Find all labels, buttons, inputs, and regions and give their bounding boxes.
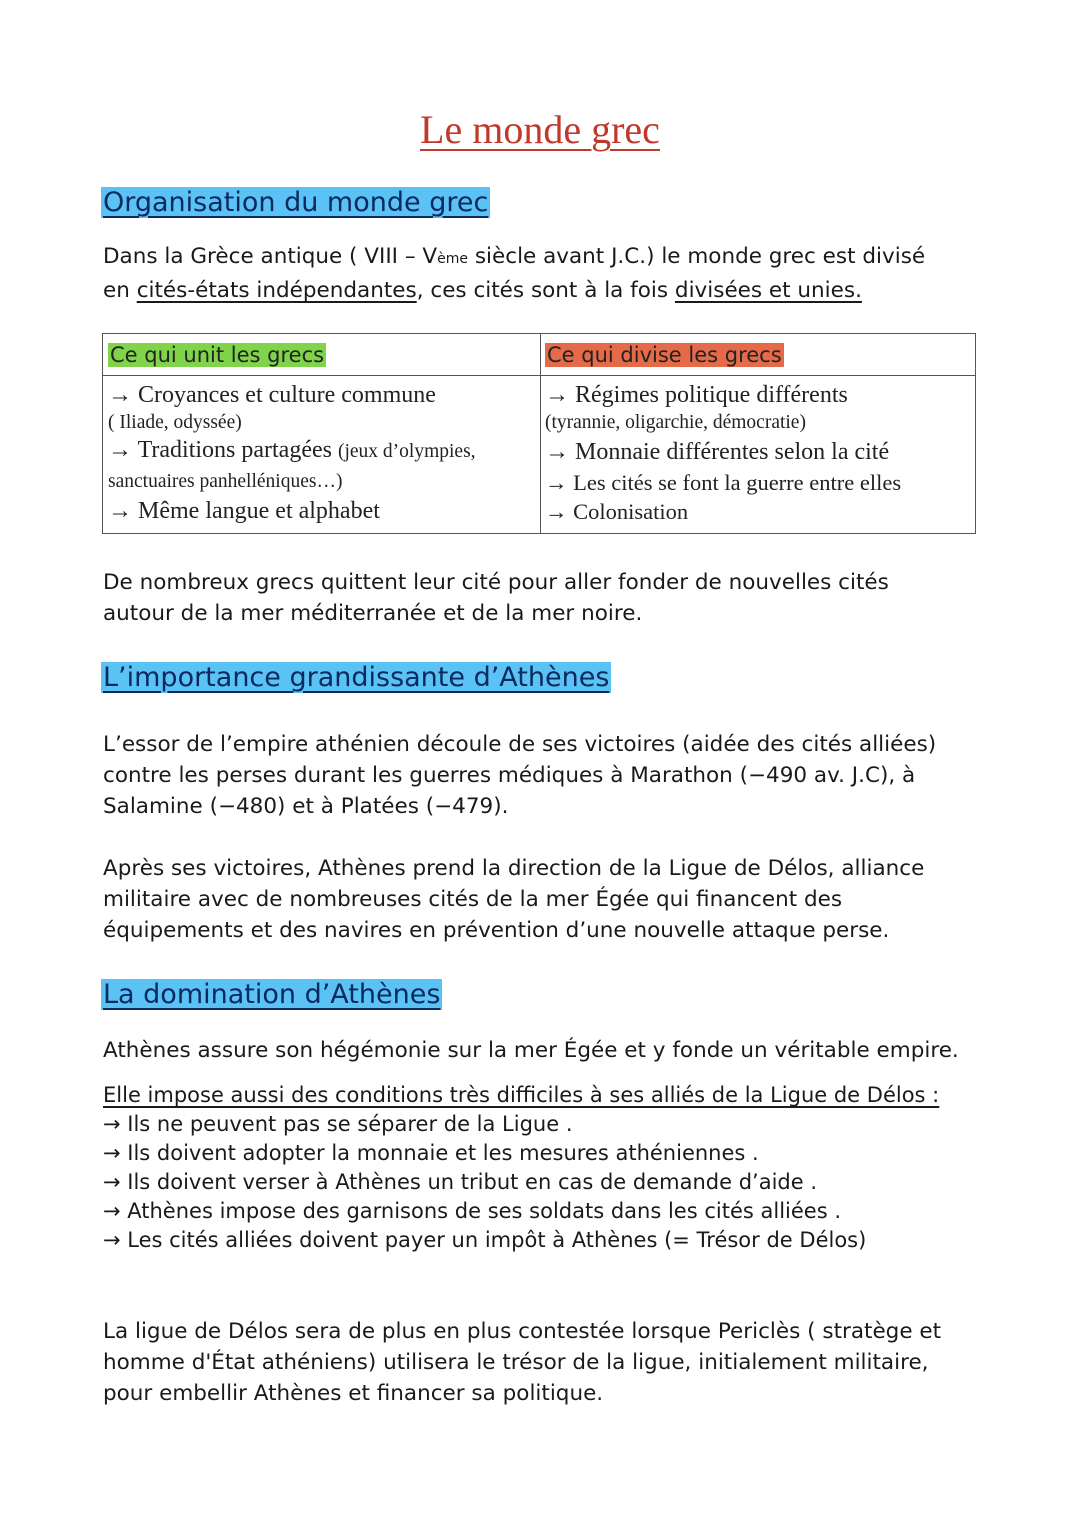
hegemonie-line: Athènes assure son hégémonie sur la mer Égée et y fonde un véritable empire.: [103, 1038, 959, 1063]
essor-line-3: Salamine (−480) et à Platées (−479).: [103, 794, 509, 819]
pericles-line-1: La ligue de Délos sera de plus en plus contestée lorsque Periclès ( stratège et: [103, 1319, 942, 1344]
intro-text-a: Dans la Grèce antique ( VIII – V: [103, 244, 438, 269]
conditions-title: Elle impose aussi des conditions très difficiles à ses alliés de la Ligue de Délos :: [103, 1083, 940, 1107]
table-cell-divise: [545, 381, 975, 527]
intro-text-d: , ces cités sont à la fois: [416, 278, 675, 303]
unit-line-3b: (jeux d’olympies,: [337, 441, 476, 462]
colonisation-paragraph: [103, 567, 983, 629]
unit-line-5: → Même langue et alphabet: [108, 498, 380, 524]
list-item: → Ils doivent verser à Athènes un tribut en cas de demande d’aide .: [103, 1170, 818, 1194]
ligue-line-1: Après ses victoires, Athènes prend la direction de la Ligue de Délos, alliance: [103, 856, 925, 881]
hegemonie-paragraph: [103, 1035, 983, 1066]
intro-text-c: en: [103, 278, 137, 303]
pericles-paragraph: [103, 1316, 983, 1409]
pericles-line-3: pour embellir Athènes et financer sa politique.: [103, 1381, 604, 1406]
unit-line-1: → Croyances et culture commune: [108, 382, 436, 408]
essor-line-1: L’essor de l’empire athénien découle de ses victoires (aidée des cités alliées): [103, 732, 937, 757]
colonisation-line-2: autour de la mer méditerranée et de la mer noire.: [103, 601, 643, 626]
intro-sup: ème: [437, 251, 469, 267]
intro-paragraph: [103, 241, 983, 306]
unit-line-2: ( Iliade, odyssée): [108, 412, 242, 433]
intro-text-b: siècle avant J.C.) le monde grec est divisé: [468, 244, 926, 269]
unit-line-3a: → Traditions partagées: [108, 437, 338, 463]
heading-text: Organisation du monde grec: [103, 187, 489, 218]
section-heading-organisation: [101, 186, 490, 220]
pericles-line-2: homme d'État athéniens) utilisera le trésor de la ligue, initialement militaire,: [103, 1350, 929, 1375]
heading-text: L’importance grandissante d’Athènes: [103, 662, 610, 693]
unit-line-3: [108, 436, 538, 469]
list-item: → Ils ne peuvent pas se séparer de la Ligue .: [103, 1112, 573, 1136]
table-divider-horizontal: [103, 375, 975, 376]
list-item: → Les cités alliées doivent payer un impôt à Athènes (= Trésor de Délos): [103, 1228, 867, 1252]
divise-line-2: (tyrannie, oligarchie, démocratie): [545, 412, 806, 433]
ligue-line-2: militaire avec de nombreuses cités de la mer Égée qui financent des: [103, 887, 843, 912]
comparison-table: [102, 333, 976, 534]
table-cell-unit: [108, 381, 538, 527]
colonisation-line-1: De nombreux grecs quittent leur cité pour aller fonder de nouvelles cités: [103, 570, 889, 595]
section-heading-domination: [101, 978, 442, 1012]
table-divider-vertical: [540, 334, 541, 533]
essor-line-2: contre les perses durant les guerres médiques à Marathon (−490 av. J.C), à: [103, 763, 916, 788]
intro-underline-2: divisées et unies.: [674, 278, 862, 303]
table-header-divise: [545, 339, 784, 371]
intro-underline-1: cités-états indépendantes: [136, 278, 417, 303]
intro-line-1: [103, 241, 983, 275]
header-divise-text: Ce qui divise les grecs: [547, 343, 782, 367]
ligue-paragraph: [103, 853, 983, 946]
header-unit-text: Ce qui unit les grecs: [110, 343, 325, 367]
divise-line-5: → Colonisation: [545, 499, 689, 524]
essor-paragraph: [103, 729, 983, 822]
table-header-unit: [108, 339, 326, 371]
list-item: → Athènes impose des garnisons de ses soldats dans les cités alliées .: [103, 1199, 841, 1223]
conditions-list: [103, 1081, 939, 1255]
divise-line-3: → Monnaie différentes selon la cité: [545, 439, 890, 465]
page-title: Le monde grec: [420, 107, 660, 152]
list-item: → Ils doivent adopter la monnaie et les mesures athéniennes .: [103, 1141, 759, 1165]
section-heading-importance: [101, 661, 611, 695]
unit-line-4: sanctuaires panhelléniques…): [108, 471, 343, 492]
divise-line-1: → Régimes politique différents: [545, 382, 848, 408]
heading-text: La domination d’Athènes: [103, 979, 441, 1010]
divise-line-4: → Les cités se font la guerre entre elles: [545, 470, 902, 495]
ligue-line-3: équipements et des navires en prévention d’une nouvelle attaque perse.: [103, 918, 890, 943]
intro-line-2: [103, 275, 983, 306]
